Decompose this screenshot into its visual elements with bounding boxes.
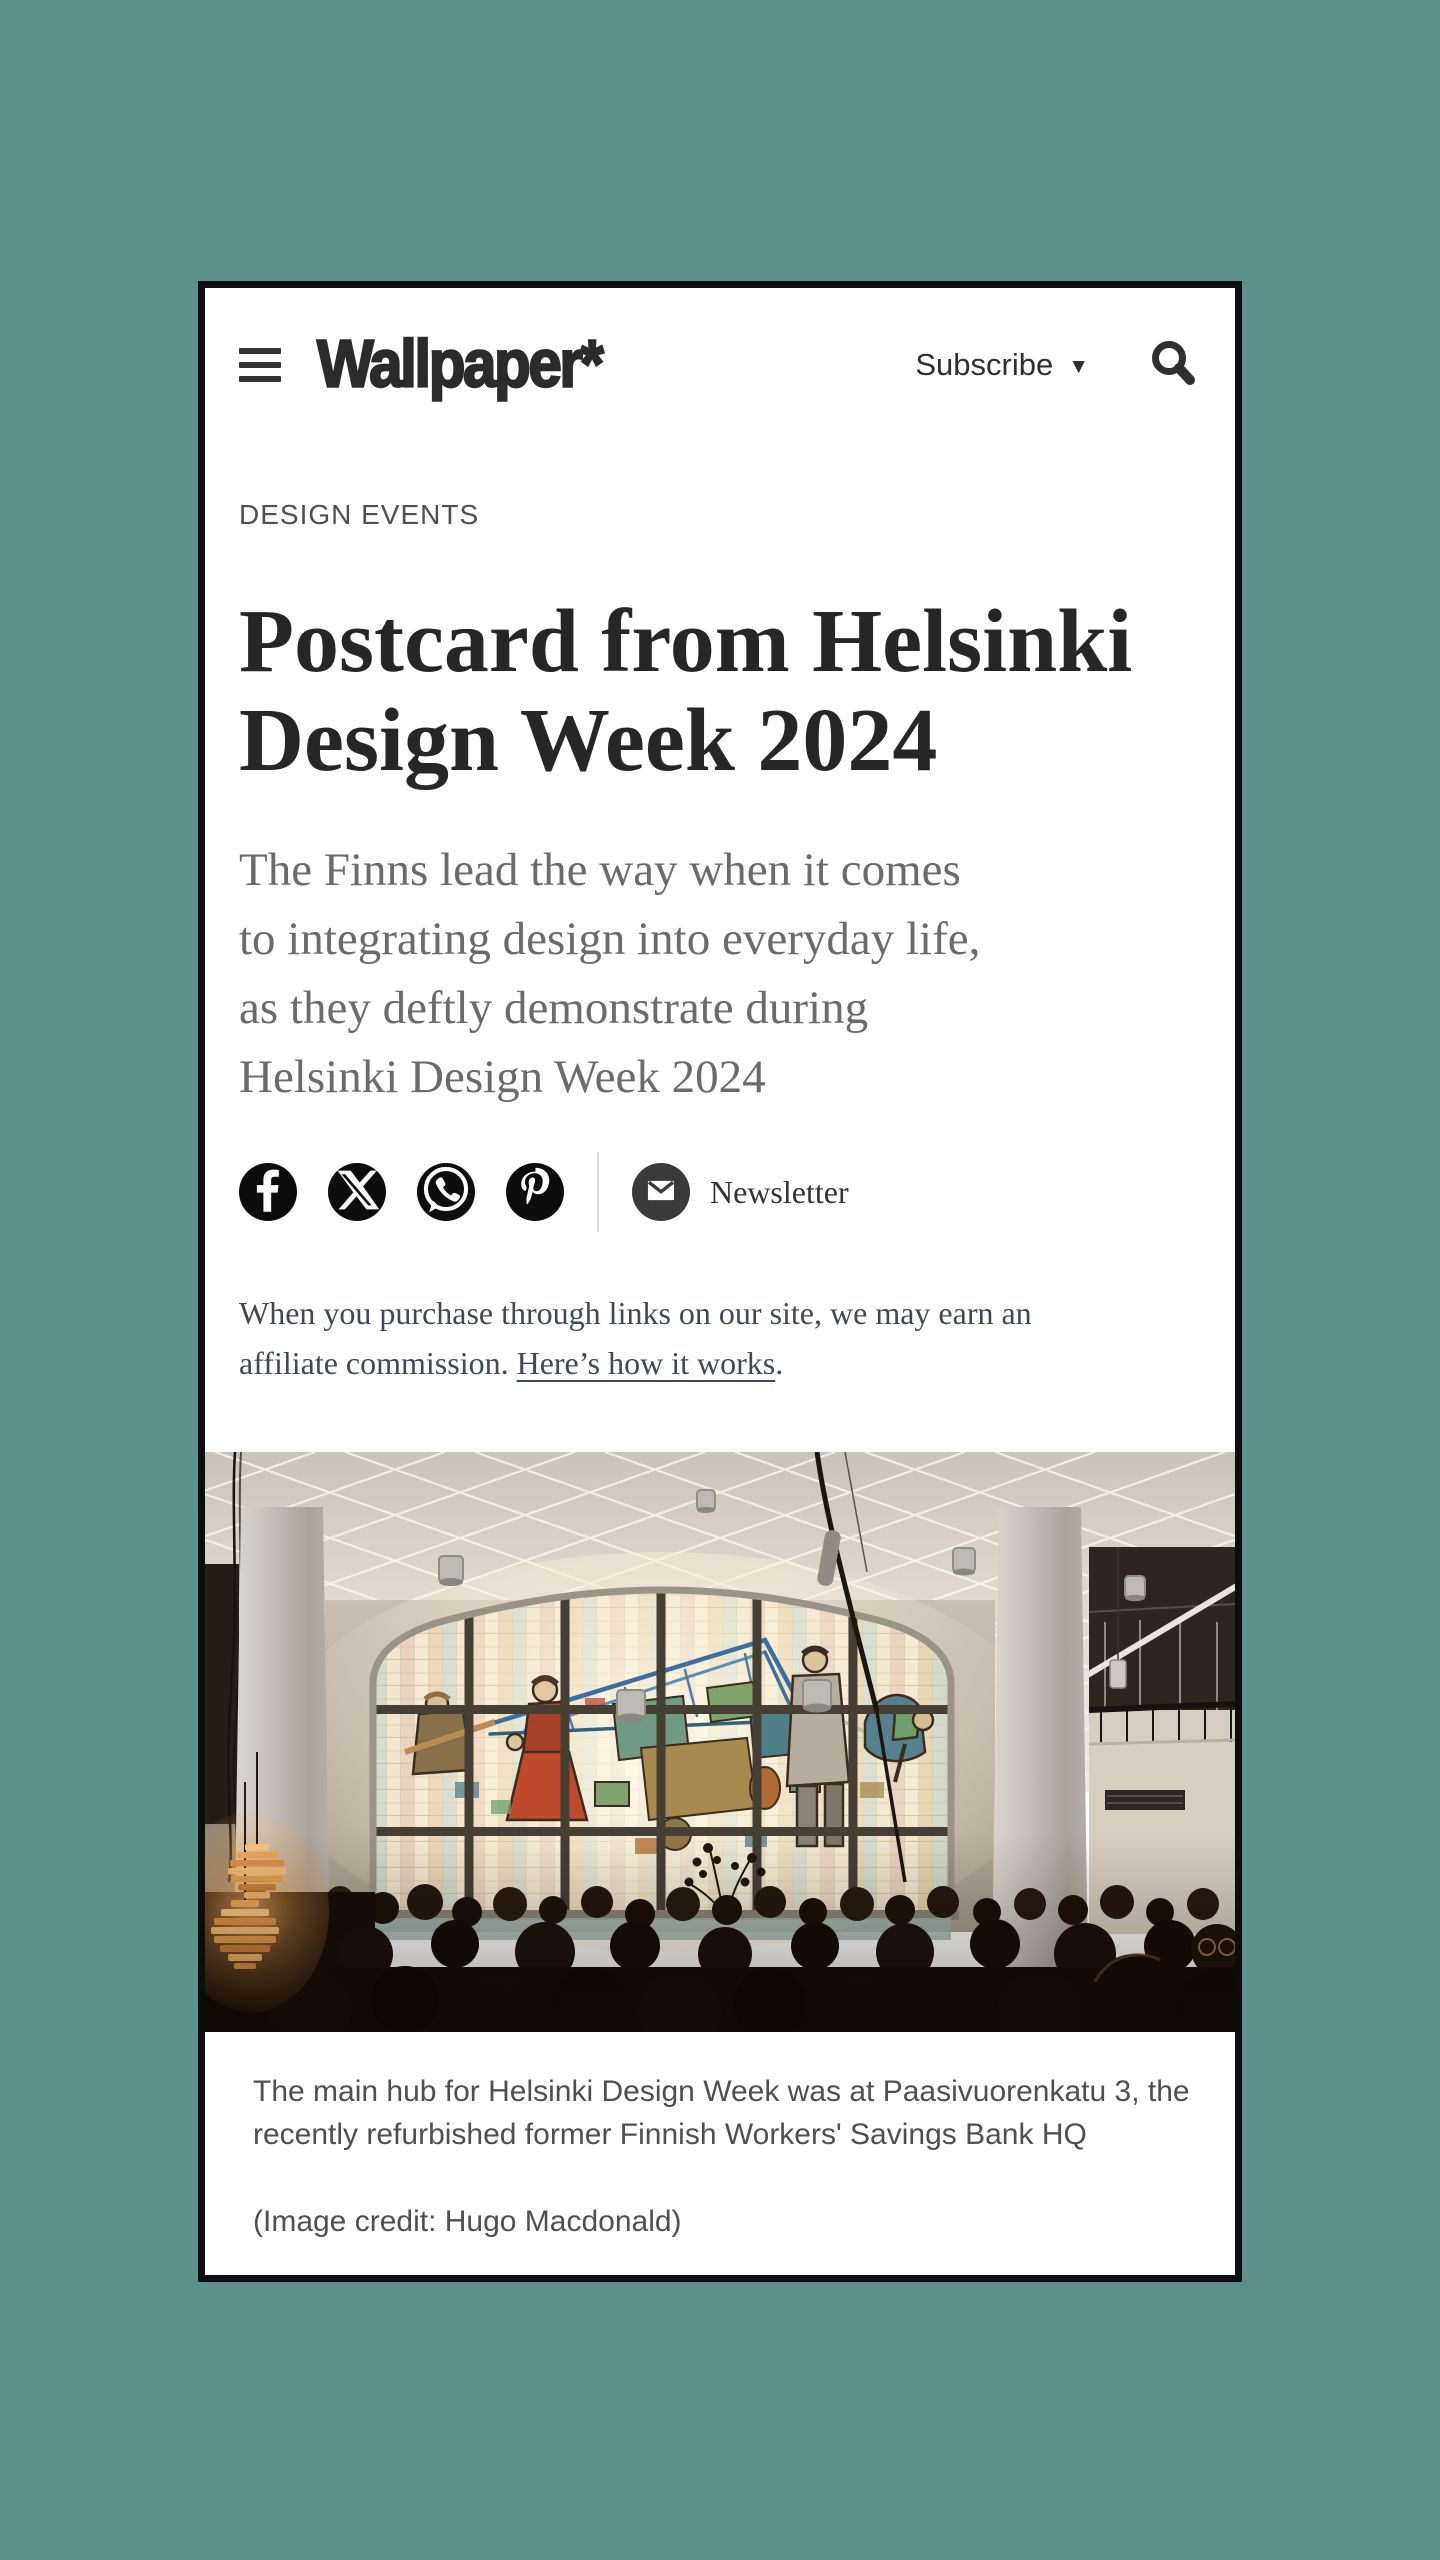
- chevron-down-icon: ▼: [1068, 355, 1089, 378]
- subscribe-button[interactable]: [915, 347, 1089, 383]
- pinterest-share-button[interactable]: [506, 1163, 564, 1221]
- hero-image: [205, 1452, 1235, 2032]
- facebook-icon: [239, 1161, 297, 1224]
- how-it-works-link[interactable]: Here’s how it works: [516, 1345, 776, 1381]
- site-header: [205, 327, 1235, 402]
- envelope-icon: [632, 1161, 690, 1224]
- pinterest-icon: [506, 1161, 564, 1224]
- facebook-share-button[interactable]: [239, 1163, 297, 1221]
- share-divider: [597, 1152, 599, 1232]
- affiliate-disclosure: When you purchase through links on our site, we may earn an affiliate commission. Here’s how it works.: [239, 1295, 1032, 1381]
- image-credit: (Image credit: Hugo Macdonald): [253, 2205, 682, 2238]
- standfirst: The Finns lead the way when it comes to integrating design into everyday life, as they deftly demonstrate during Helsinki Design Week 2024: [239, 844, 981, 1103]
- page-title: Postcard from Helsinki Design Week 2024: [239, 592, 1133, 790]
- hamburger-icon[interactable]: [239, 348, 281, 382]
- share-row: [205, 1152, 1235, 1232]
- x-icon: [328, 1161, 386, 1224]
- search-button[interactable]: [1145, 337, 1201, 393]
- image-caption: The main hub for Helsinki Design Week was at Paasivuorenkatu 3, the recently refurbished former Finnish Workers' Savings Bank HQ: [253, 2075, 1190, 2151]
- newsletter-label: Newsletter: [710, 1173, 849, 1210]
- wallpaper-logo[interactable]: Wallpaper*: [317, 327, 602, 402]
- magnifier-icon: [1145, 335, 1201, 396]
- newsletter-button[interactable]: [632, 1163, 849, 1221]
- whatsapp-icon: [417, 1161, 475, 1224]
- image-caption-block: [205, 2032, 1235, 2243]
- x-share-button[interactable]: [328, 1163, 386, 1221]
- whatsapp-share-button[interactable]: [417, 1163, 475, 1221]
- subscribe-label: Subscribe: [915, 347, 1054, 382]
- article-card: [198, 281, 1242, 2282]
- category-link[interactable]: DESIGN EVENTS: [239, 499, 480, 530]
